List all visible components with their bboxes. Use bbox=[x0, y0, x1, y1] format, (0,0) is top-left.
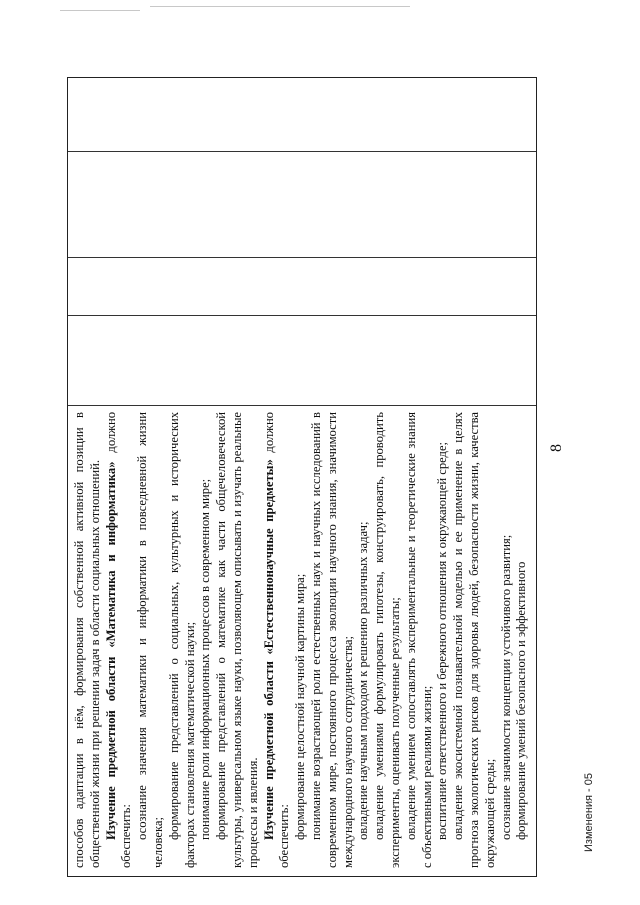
revision-note: Изменения - 05 bbox=[583, 772, 595, 852]
paragraph: овладение научным подходом к решению различных задач; bbox=[356, 521, 371, 840]
paragraph: воспитание ответственного и бережного отношения к окружающей среде; bbox=[435, 441, 450, 840]
table-cell-empty bbox=[68, 78, 536, 152]
table-cell-empty bbox=[68, 316, 536, 406]
paragraph: формирование целостной научной картины мира; bbox=[293, 573, 308, 840]
paragraph: осознание значимости концепции устойчивого развития; bbox=[498, 534, 513, 840]
section-heading-title: Изучение предметной области «Естественнонаучные предметы» bbox=[261, 459, 276, 840]
paragraph: овладение умениями формулировать гипотезы, конструировать, проводить эксперименты, оценивать полученные результаты; bbox=[372, 412, 402, 868]
paragraph: способов адаптации в нём, формирования собственной активной позиции в общественной жизни при решении задач в области социальных отношений. bbox=[72, 412, 102, 868]
scan-artifact-line bbox=[60, 10, 140, 11]
paragraph: формирование представлений о математике как части общечеловеческой культуры, универсальном языке науки, позволяющем описывать и изучать реальные процессы и явления. bbox=[214, 412, 260, 868]
section-heading-rest: должно обеспечить: bbox=[261, 412, 292, 868]
paragraph: овладение экосистемной познавательной моделью и ее применение в целях прогноза экологических рисков для здоровья людей, безопасности жизни, качества окружающей среды; bbox=[451, 412, 497, 868]
paragraph: формирование представлений о социальных, культурных и исторических факторах становления математической науки; bbox=[166, 412, 197, 868]
section-heading bbox=[262, 412, 294, 868]
table-cell-empty bbox=[68, 152, 536, 258]
section-heading bbox=[104, 412, 136, 868]
section-heading-rest: должно обеспечить: bbox=[103, 412, 134, 868]
page-number: 8 bbox=[548, 444, 565, 452]
paragraph: осознание значения математики и информатики в повседневной жизни человека; bbox=[135, 412, 165, 868]
table-cell-empty bbox=[68, 258, 536, 316]
scan-artifact-line bbox=[150, 6, 410, 7]
paragraph: формирование умений безопасного и эффективного bbox=[514, 561, 529, 840]
document-table bbox=[67, 77, 537, 877]
paragraph: понимание роли информационных процессов в современном мире; bbox=[198, 478, 213, 840]
paragraph: понимание возрастающей роли естественных наук и научных исследований в современном мире, постоянного процесса эволюции научного знания, значимости международного научного сотрудничества; bbox=[308, 412, 355, 868]
table-cell-content bbox=[68, 406, 536, 876]
paragraph: овладение умением сопоставлять экспериментальные и теоретические знания с объективными реалиями жизни; bbox=[403, 412, 434, 868]
section-heading-title: Изучение предметной области «Математика и информатика» bbox=[103, 461, 118, 840]
